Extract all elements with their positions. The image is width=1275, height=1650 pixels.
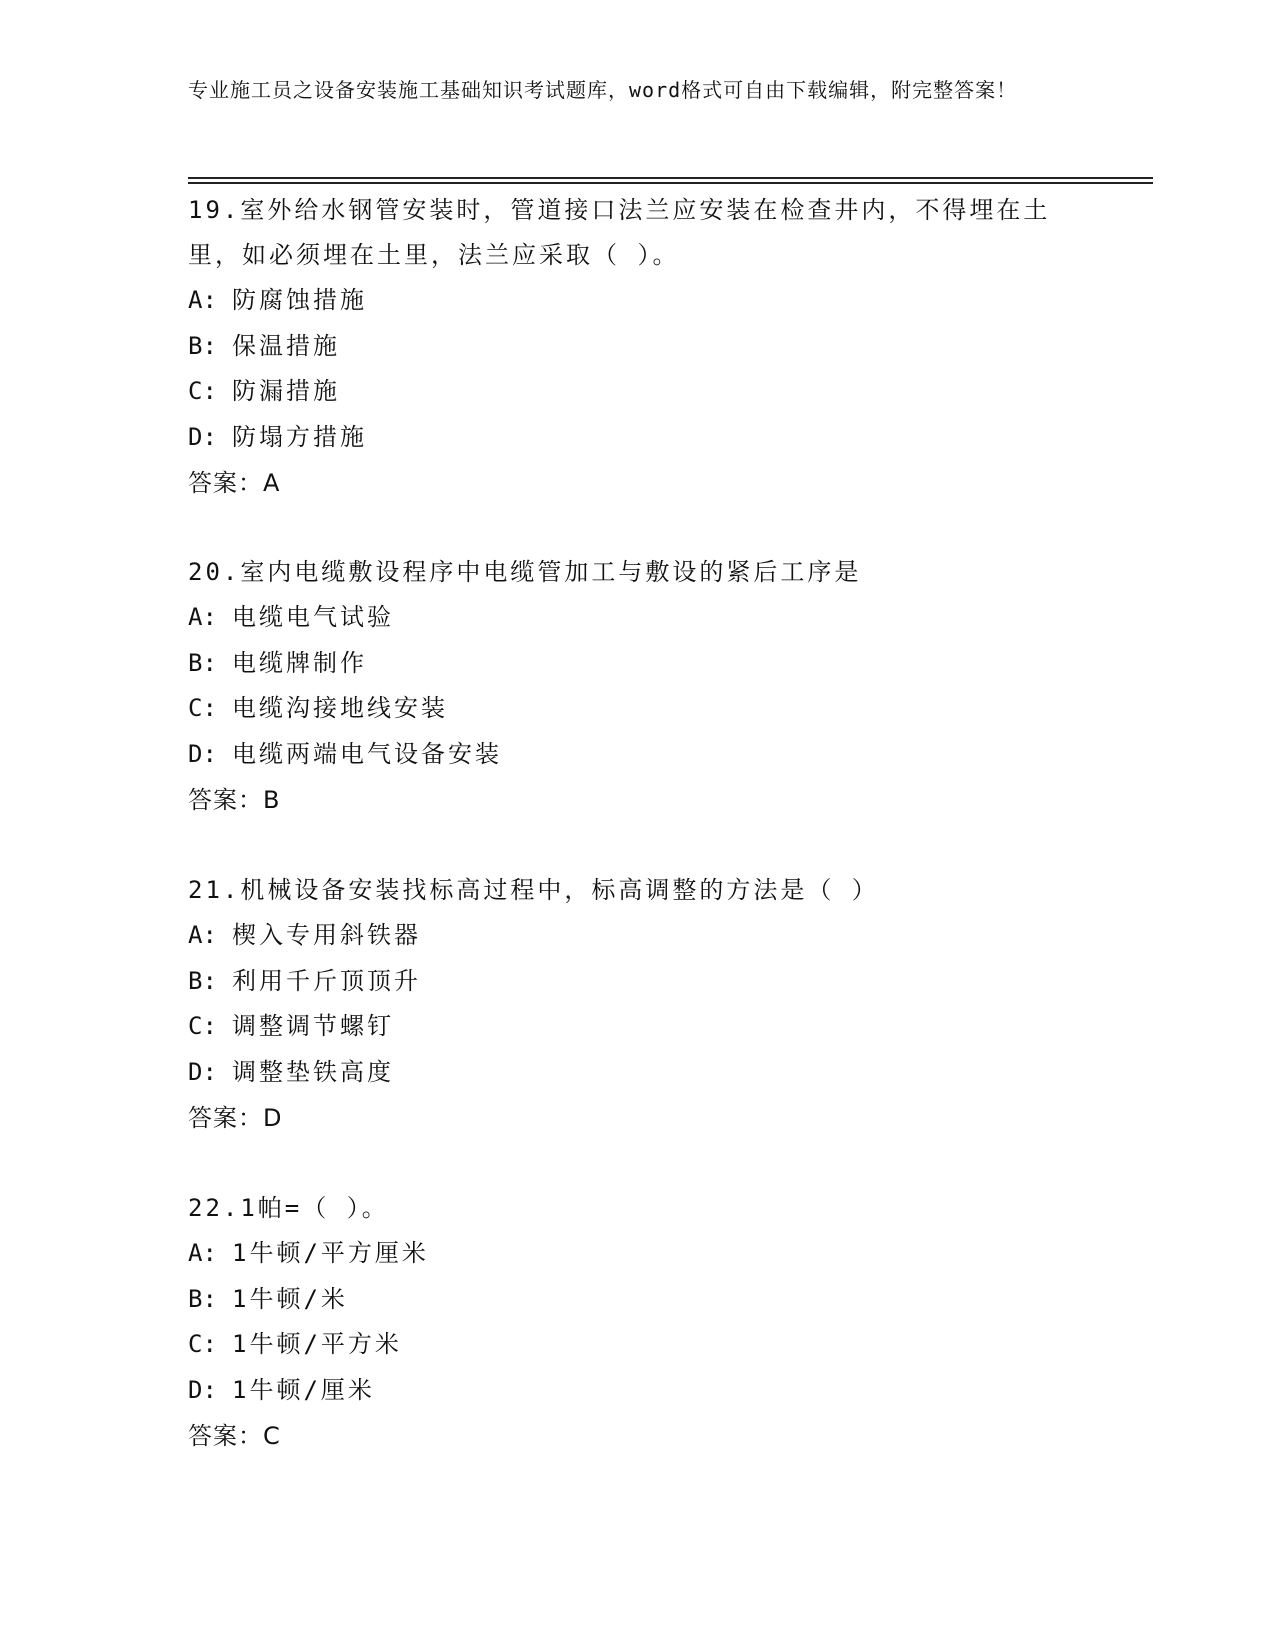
option-label: D: xyxy=(188,422,217,451)
option-d xyxy=(188,732,1088,778)
option-label: C: xyxy=(188,694,217,722)
option-text: 电缆两端电气设备安装 xyxy=(232,739,502,768)
option-label: A: xyxy=(188,286,217,314)
option-label: B: xyxy=(188,1284,217,1313)
option-c xyxy=(188,1322,1088,1368)
option-a xyxy=(188,913,1088,959)
option-b xyxy=(188,1277,1088,1323)
option-text: 电缆牌制作 xyxy=(232,648,367,677)
header-divider-bottom xyxy=(188,182,1153,184)
option-text: 1牛顿/平方米 xyxy=(232,1330,402,1358)
option-text: 1牛顿/厘米 xyxy=(232,1375,375,1404)
option-a xyxy=(188,278,1088,324)
option-label: D: xyxy=(188,1057,217,1086)
answer: 答案：C xyxy=(188,1422,281,1450)
option-b xyxy=(188,324,1088,370)
question-22 xyxy=(188,1186,1088,1459)
option-label: C: xyxy=(188,1012,217,1040)
answer: 答案：B xyxy=(188,786,281,814)
option-b xyxy=(188,641,1088,687)
option-text: 保温措施 xyxy=(232,331,340,360)
option-c xyxy=(188,1004,1088,1050)
option-text: 调整调节螺钉 xyxy=(232,1012,394,1040)
option-d xyxy=(188,1050,1088,1096)
option-text: 利用千斤顶顶升 xyxy=(232,966,421,995)
question-20 xyxy=(188,550,1088,823)
option-text: 电缆沟接地线安装 xyxy=(232,694,448,722)
answer: 答案：D xyxy=(188,1104,283,1132)
option-text: 楔入专用斜铁器 xyxy=(232,921,421,949)
question-text: 19.室外给水钢管安装时，管道接口法兰应安装在检查井内，不得埋在土里，如必须埋在土里，法兰应采取（ ）。 xyxy=(188,196,1051,269)
question-text: 21.机械设备安装找标高过程中，标高调整的方法是（ ） xyxy=(188,876,879,904)
option-text: 1牛顿/米 xyxy=(232,1284,348,1313)
option-c xyxy=(188,686,1088,732)
option-text: 防塌方措施 xyxy=(232,422,367,451)
option-c xyxy=(188,369,1088,415)
question-text: 20.室内电缆敷设程序中电缆管加工与敷设的紧后工序是 xyxy=(188,558,862,586)
question-21 xyxy=(188,868,1088,1141)
option-a xyxy=(188,1231,1088,1277)
question-text: 22.1帕=（ ）。 xyxy=(188,1194,389,1222)
option-text: 防漏措施 xyxy=(232,377,340,405)
option-label: A: xyxy=(188,921,217,949)
answer: 答案：A xyxy=(188,469,281,497)
option-text: 调整垫铁高度 xyxy=(232,1057,394,1086)
document-header: 专业施工员之设备安装施工基础知识考试题库，word格式可自由下载编辑，附完整答案！ xyxy=(188,78,1018,102)
option-a xyxy=(188,595,1088,641)
option-text: 电缆电气试验 xyxy=(232,603,394,631)
option-d xyxy=(188,415,1088,461)
option-label: B: xyxy=(188,331,217,360)
option-label: D: xyxy=(188,1375,217,1404)
option-d xyxy=(188,1368,1088,1414)
option-label: C: xyxy=(188,1330,217,1358)
question-19 xyxy=(188,188,1088,506)
option-label: C: xyxy=(188,377,217,405)
option-label: B: xyxy=(188,648,217,677)
option-text: 防腐蚀措施 xyxy=(232,286,367,314)
option-label: A: xyxy=(188,1239,217,1267)
option-label: A: xyxy=(188,603,217,631)
option-label: B: xyxy=(188,966,217,995)
option-label: D: xyxy=(188,739,217,768)
option-b xyxy=(188,959,1088,1005)
header-divider-top xyxy=(188,177,1153,179)
option-text: 1牛顿/平方厘米 xyxy=(232,1239,429,1267)
